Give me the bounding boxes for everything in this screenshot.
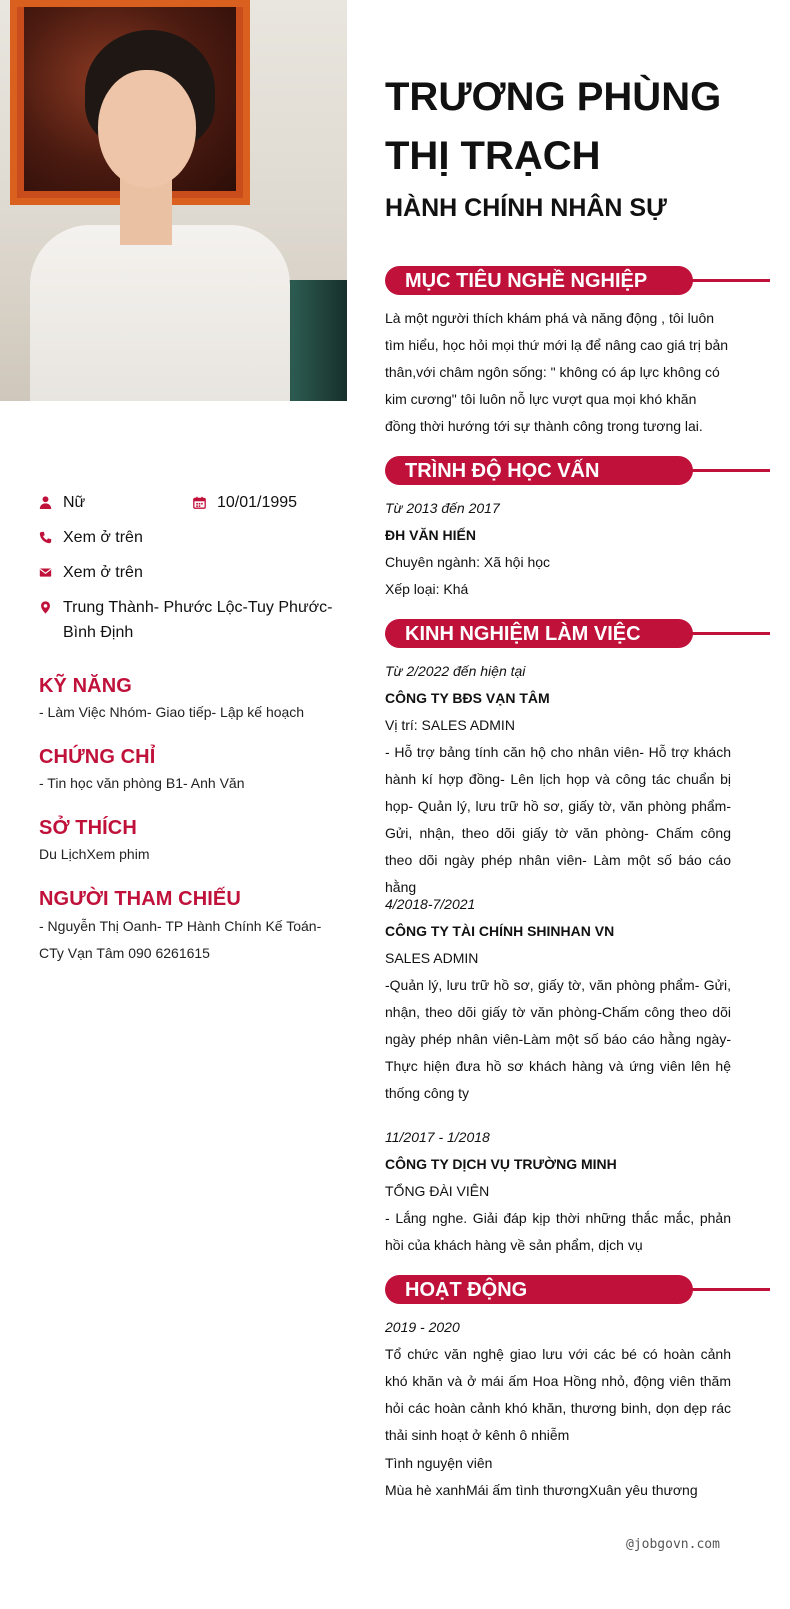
objective-text: Là một người thích khám phá và năng động , tôi luôn tìm hiểu, học hỏi mọi thứ mới lạ để nâng cao giá trị bản thân,với châm ngôn sống: " không có áp lực không có kim cương" tôi luôn nỗ lực vượt qua mọi khó khăn đồng thời hướng tới sự thành công trong tương lai.	[385, 310, 729, 434]
skills-text: - Làm Việc Nhóm- Giao tiếp- Lập kế hoạch	[39, 704, 305, 720]
job-company: CÔNG TY DỊCH VỤ TRƯỜNG MINH	[385, 1156, 617, 1172]
education-grade: Xếp loại: Khá	[385, 581, 469, 597]
activities-title: HOẠT ĐỘNG	[385, 1275, 693, 1304]
section-rule	[685, 469, 770, 472]
activities-description: Tổ chức văn nghệ giao lưu với các bé có hoàn cảnh khó khăn và ở mái ấm Hoa Hồng nhỏ, động viên thăm hỏi các hoàn cảnh khó khăn, thương binh, dọn dẹp rác thải sinh hoạt ở kênh ô nhiễm	[385, 1346, 731, 1443]
person-face	[98, 70, 196, 188]
section-rule	[685, 279, 770, 282]
email-row	[39, 560, 143, 585]
job-period: 4/2018-7/2021	[385, 896, 476, 912]
objective-title: MỤC TIÊU NGHỀ NGHIỆP	[385, 266, 693, 295]
phone-icon	[39, 525, 63, 550]
education-school: ĐH VĂN HIẾN	[385, 527, 477, 543]
job-description: - Hỗ trợ bảng tính căn hộ cho nhân viên- Hỗ trợ khách hành kí hợp đồng- Lên lịch họp và công tác chuẩn bị họp- Quản lý, lưu trữ hồ sơ, giấy tờ, văn phòng phẩm- Gửi, nhận, theo dõi giấy tờ văn phòng- Chấm công theo dõi ngày phép nhân viên- Làm một số báo cáo hằng	[385, 744, 731, 895]
job-period: 11/2017 - 1/2018	[385, 1129, 490, 1145]
location-pin-icon	[39, 595, 63, 620]
job-company: CÔNG TY TÀI CHÍNH SHINHAN VN	[385, 923, 615, 939]
objective-header	[385, 266, 770, 296]
job-description: - Lắng nghe. Giải đáp kịp thời những thắc mắc, phản hồi của khách hàng về sản phẩm, dịch vụ	[385, 1210, 731, 1253]
gender-value: Nữ	[63, 494, 86, 511]
certificates-title: CHỨNG CHỈ	[39, 746, 156, 768]
birthday-value: 10/01/1995	[217, 494, 298, 511]
references-title: NGƯỜI THAM CHIẾU	[39, 888, 241, 910]
references-text: - Nguyễn Thị Oanh- TP Hành Chính Kế Toán- CTy Vạn Tâm 090 6261615	[39, 918, 322, 961]
section-rule	[685, 1288, 770, 1291]
activities-extra: Mùa hè xanhMái ấm tình thươngXuân yêu thương	[385, 1482, 698, 1498]
skills-title: KỸ NĂNG	[39, 675, 132, 697]
hobbies-title: SỞ THÍCH	[39, 817, 137, 839]
watermark: @jobgovn.com	[626, 1537, 720, 1552]
person-body	[30, 225, 290, 401]
experience-title: KINH NGHIỆM LÀM VIỆC	[385, 619, 693, 648]
email-value: Xem ở trên	[63, 564, 143, 581]
address-value: Trung Thành- Phước Lộc-Tuy Phước-Bình Định	[63, 599, 333, 641]
activities-role: Tình nguyện viên	[385, 1455, 493, 1471]
job-description: -Quản lý, lưu trữ hồ sơ, giấy tờ, văn phòng phẩm- Gửi, nhận, theo dõi giấy tờ văn phòng-Chấm công theo dõi ngày phép nhân viên-Làm một số báo cáo hằng ngày-Thực hiện đưa hồ sơ khách hàng và ứng viên lên hệ thống công ty	[385, 977, 731, 1101]
activities-period: 2019 - 2020	[385, 1319, 460, 1335]
job-title: HÀNH CHÍNH NHÂN SỰ	[385, 194, 667, 222]
education-major: Chuyên ngành: Xã hội học	[385, 554, 551, 570]
birthday-row	[193, 490, 297, 515]
experience-header	[385, 619, 770, 649]
profile-photo	[0, 0, 347, 401]
address-row	[39, 595, 349, 645]
person-icon	[39, 490, 63, 515]
gender-row	[39, 490, 85, 515]
job-position: Vị trí: SALES ADMIN	[385, 717, 515, 733]
certificates-text: - Tin học văn phòng B1- Anh Văn	[39, 775, 245, 791]
activities-header	[385, 1275, 770, 1305]
hobbies-text: Du LịchXem phim	[39, 846, 150, 862]
job-position: SALES ADMIN	[385, 950, 479, 966]
phone-value: Xem ở trên	[63, 529, 143, 546]
section-rule	[685, 632, 770, 635]
candidate-name: TRƯƠNG PHÙNG THỊ TRẠCH	[385, 75, 722, 178]
job-period: Từ 2/2022 đến hiện tại	[385, 663, 526, 679]
education-period: Từ 2013 đến 2017	[385, 500, 500, 516]
job-company: CÔNG TY BĐS VẠN TÂM	[385, 690, 550, 706]
job-position: TỔNG ĐÀI VIÊN	[385, 1183, 490, 1199]
education-title: TRÌNH ĐỘ HỌC VẤN	[385, 456, 693, 485]
education-header	[385, 456, 770, 486]
mail-icon	[39, 560, 63, 585]
phone-row	[39, 525, 143, 550]
calendar-icon	[193, 490, 217, 515]
